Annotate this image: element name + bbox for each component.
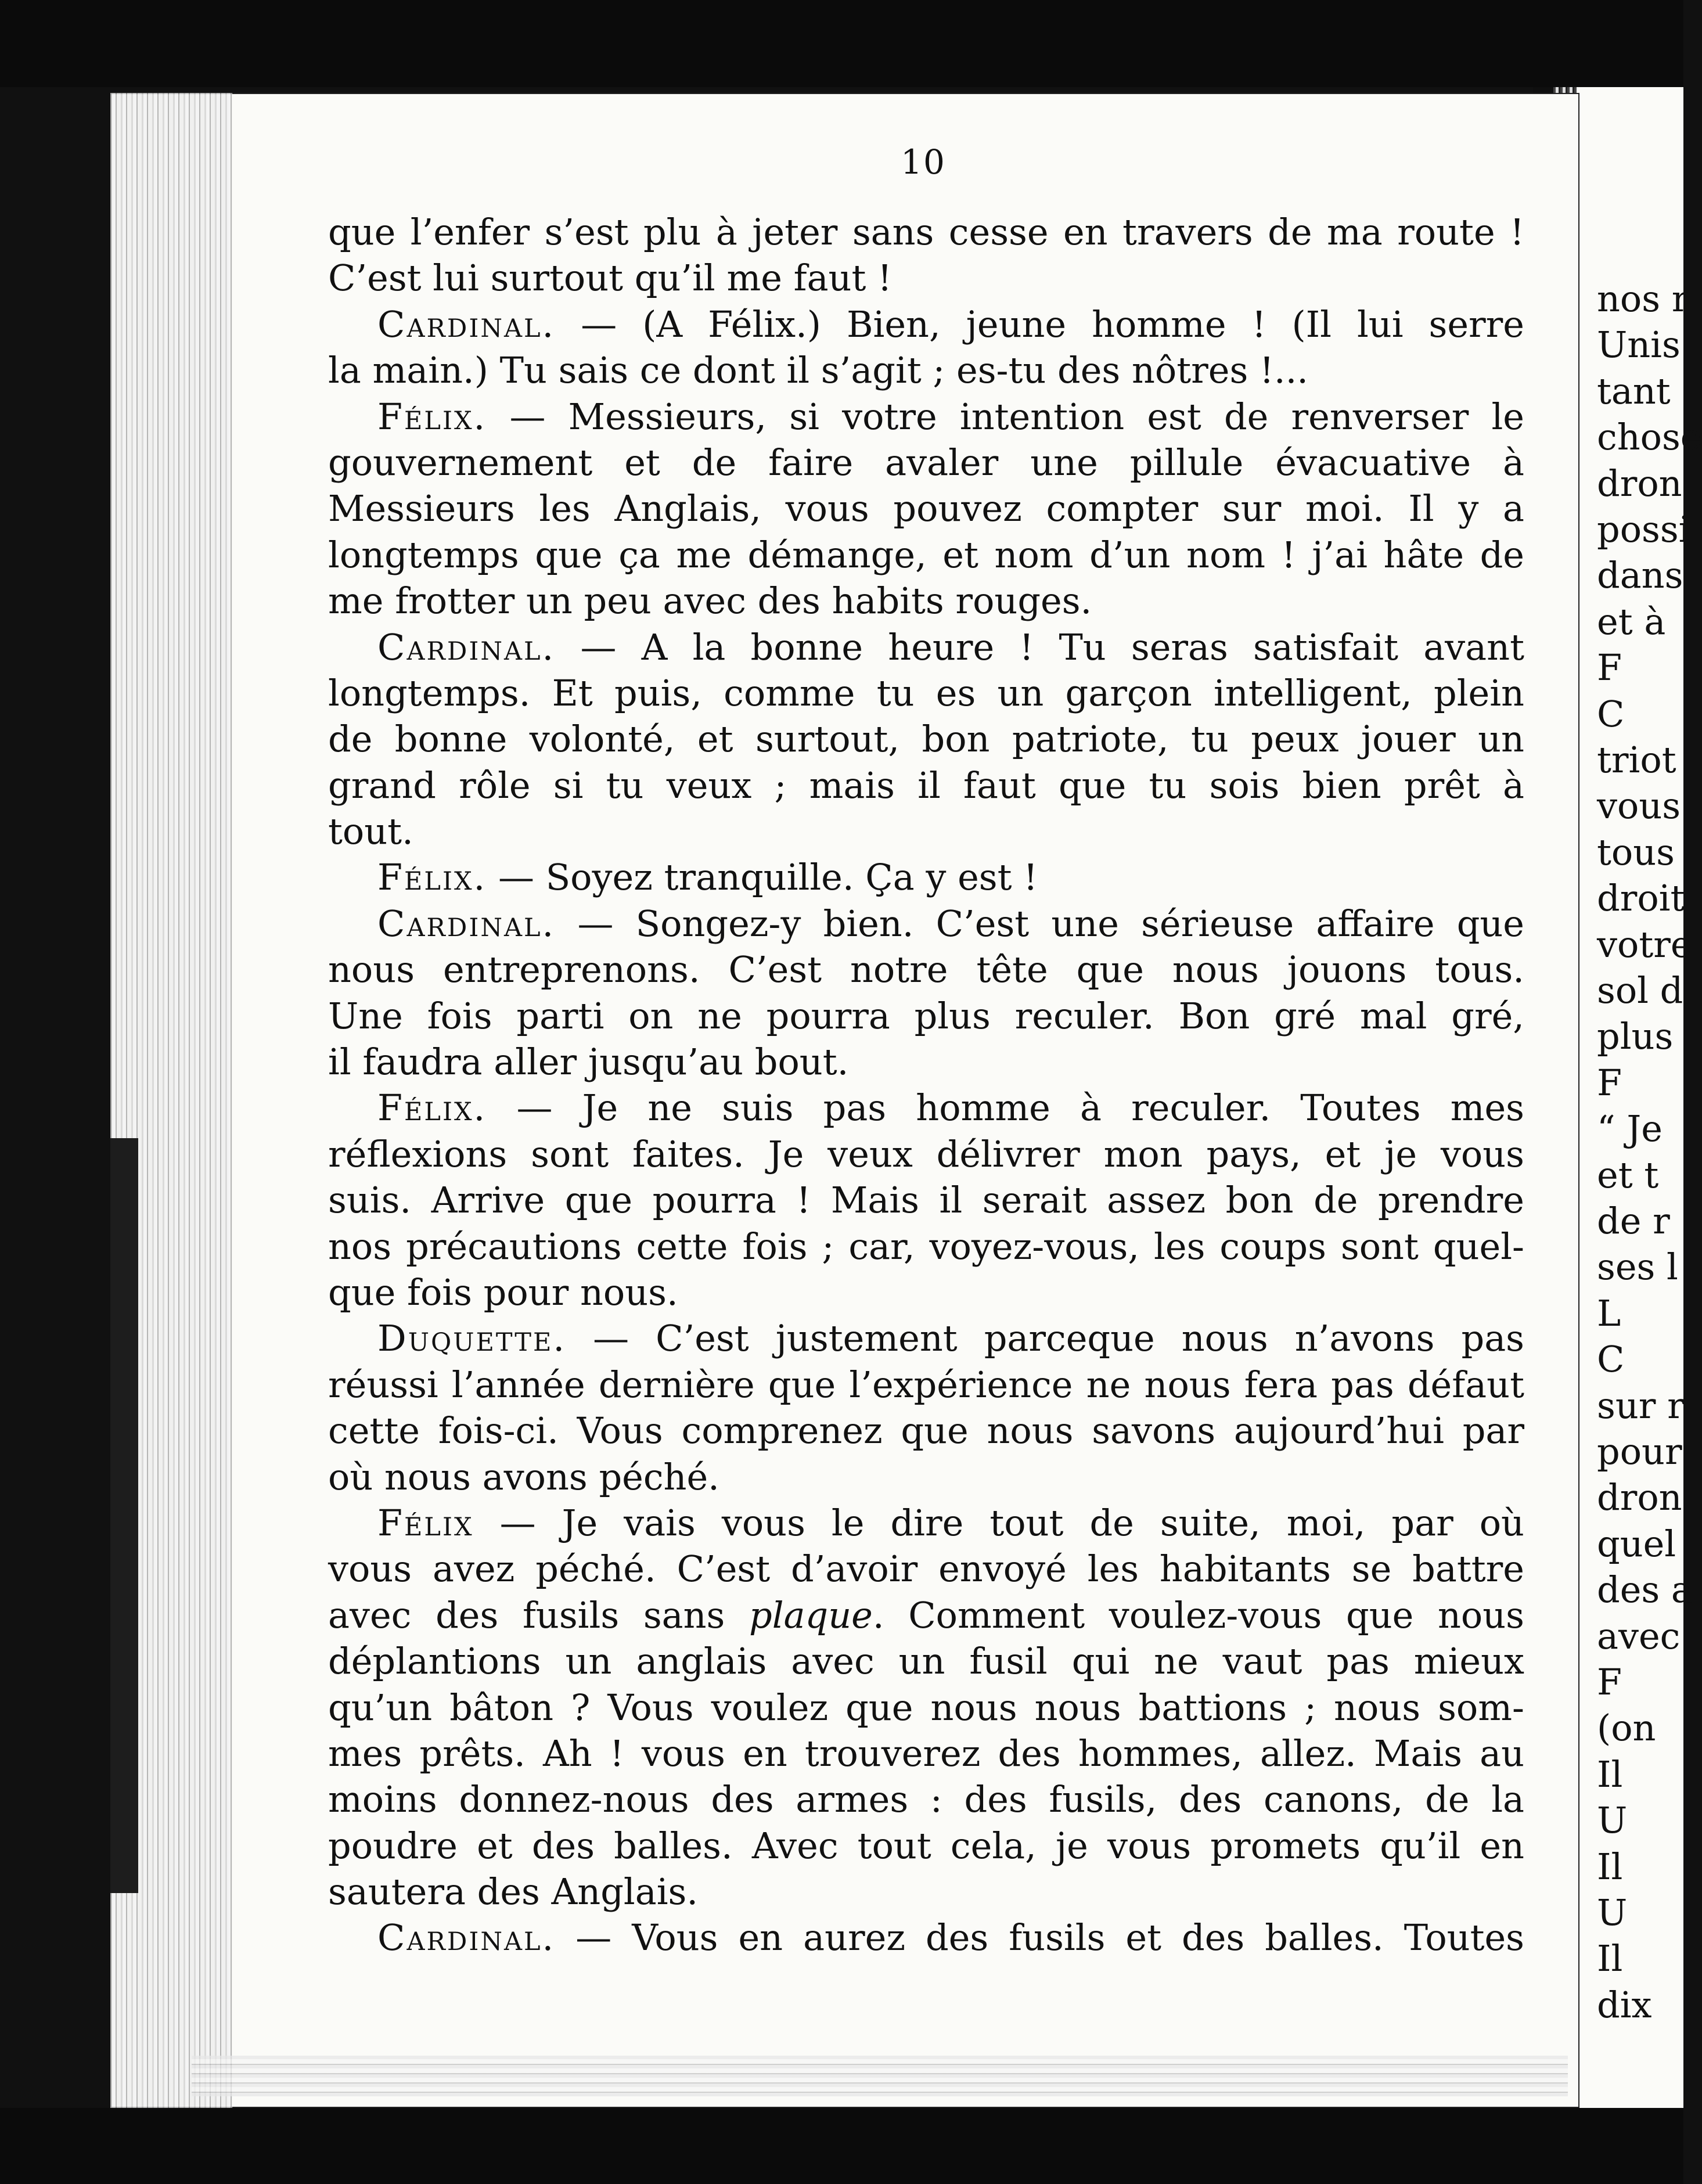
speaker-name: Félix. [377, 395, 487, 438]
next-page-line: Il [1597, 1753, 1623, 1796]
text-line [328, 394, 1524, 440]
line-text: nos précautions cette fois ; car, voyez-vous, les coups sont quel- [328, 1225, 1524, 1268]
text-line [328, 1269, 1524, 1315]
line-text: déplantions un anglais avec un fusil qui ne vaut pas mieux [328, 1640, 1524, 1683]
speaker-name: Cardinal. [377, 625, 556, 668]
next-page-line: Unis [1597, 323, 1681, 366]
next-page-line: Il [1597, 1845, 1623, 1888]
next-page-line: U [1597, 1799, 1628, 1842]
text-line [328, 624, 1524, 670]
line-text: la main.) Tu sais ce dont il s’agit ; es-tu des nôtres !... [328, 349, 1309, 392]
text-line [328, 993, 1524, 1039]
line-text: — Je ne suis pas homme à reculer. Toutes mes [487, 1086, 1524, 1129]
line-text: — A la bonne heure ! Tu seras satisfait avant [555, 625, 1524, 668]
line-text: gouvernement et de faire avaler une pillule évacuative à [328, 441, 1524, 484]
line-text: suis. Arrive que pourra ! Mais il serait assez bon de prendre [328, 1179, 1524, 1222]
next-page-line: sur r [1597, 1384, 1685, 1427]
line-text: Une fois parti on ne pourra plus reculer. Bon gré mal gré, [328, 994, 1524, 1037]
next-page-fragment [1562, 87, 1702, 2108]
line-text: que l’enfer s’est plu à jeter sans cesse en travers de ma route ! [328, 211, 1524, 253]
text-line [328, 1224, 1524, 1269]
text-line [328, 808, 1524, 854]
italic-word: plaque [749, 1593, 873, 1636]
next-page-line: (on [1597, 1707, 1656, 1750]
line-text: — Je vais vous le dire tout de suite, moi, par où [473, 1501, 1524, 1544]
text-line [328, 1776, 1524, 1822]
speaker-name: Félix [377, 1501, 474, 1544]
next-page-line: L [1597, 1291, 1621, 1334]
next-page-line: avec [1597, 1614, 1681, 1657]
text-line [328, 347, 1524, 393]
next-page-line: triot [1597, 739, 1676, 781]
line-text: Messieurs les Anglais, vous pouvez compter sur moi. Il y a [328, 487, 1524, 530]
next-page-line: possi [1597, 508, 1690, 551]
speaker-name: Félix. [377, 1086, 487, 1129]
text-line [328, 532, 1524, 578]
line-text: nous entreprenons. C’est notre tête que nous jouons tous. [328, 948, 1524, 991]
line-text: poudre et des balles. Avec tout cela, je vous promets qu’il en [328, 1824, 1524, 1867]
next-page-line: tant [1597, 369, 1671, 412]
line-text: longtemps. Et puis, comme tu es un garçon intelligent, plein [328, 671, 1524, 714]
line-text-after: . Comment voulez-vous que nous [872, 1593, 1525, 1636]
scan-border-top [0, 0, 1683, 87]
next-page-line: dix [1597, 1983, 1652, 2026]
line-text: grand rôle si tu veux ; mais il faut que tu sois bien prêt à [328, 764, 1524, 807]
text-line [328, 1131, 1524, 1177]
text-line [328, 1592, 1524, 1638]
text-line [328, 1638, 1524, 1684]
text-line [328, 1454, 1524, 1500]
text-line [328, 1546, 1524, 1592]
next-page-line: C [1597, 692, 1625, 735]
text-line [328, 440, 1524, 485]
page-bottom-edge-shading [192, 2056, 1568, 2096]
body-text [328, 209, 1524, 1961]
line-text: — Vous en aurez des fusils et des balles. Toutes [555, 1916, 1524, 1959]
line-text: vous avez péché. C’est d’avoir envoyé les habitants se battre [328, 1548, 1524, 1591]
line-text: C’est lui surtout qu’il me faut ! [328, 257, 893, 300]
text-line [328, 485, 1524, 531]
speaker-name: Félix. [377, 856, 487, 899]
text-line [328, 1177, 1524, 1223]
scan-border-bottom [0, 2108, 1683, 2184]
text-line [328, 255, 1524, 301]
page-left-dark-band [110, 1138, 138, 1893]
line-text: longtemps que ça me démange, et nom d’un nom ! j’ai hâte de [328, 533, 1524, 576]
page-number: 10 [901, 142, 946, 182]
next-page-line: F [1597, 1661, 1622, 1703]
next-page-line: pour [1597, 1430, 1682, 1473]
speaker-name: Cardinal. [377, 1916, 556, 1959]
next-page-line: quel [1597, 1522, 1676, 1565]
text-line [328, 1823, 1524, 1869]
line-text: tout. [328, 810, 413, 853]
next-page-line: “ Je [1597, 1107, 1663, 1150]
next-page-line: sol d [1597, 969, 1683, 1012]
line-text: mes prêts. Ah ! vous en trouverez des hommes, allez. Mais au [328, 1732, 1524, 1775]
next-page-line: de r [1597, 1200, 1670, 1242]
text-line [328, 578, 1524, 624]
next-page-line: dron [1597, 462, 1682, 505]
line-text: cette fois-ci. Vous comprenez que nous savons aujourd’hui par [328, 1409, 1524, 1452]
next-page-line: et t [1597, 1153, 1659, 1196]
next-page-line: F [1597, 1061, 1622, 1104]
next-page-line: Il [1597, 1937, 1623, 1980]
text-line [328, 901, 1524, 947]
speaker-name: Cardinal. [377, 902, 556, 945]
next-page-line: tous [1597, 830, 1675, 873]
text-line [328, 762, 1524, 808]
text-line [328, 1408, 1524, 1453]
text-line [328, 1730, 1524, 1776]
line-text: — Songez-y bien. C’est une sérieuse affaire que [555, 902, 1524, 945]
line-text: de bonne volonté, et surtout, bon patriote, tu peux jouer un [328, 718, 1524, 761]
line-text: réflexions sont faites. Je veux délivrer mon pays, et je vous [328, 1132, 1524, 1175]
text-line [328, 670, 1524, 716]
next-page-line: et à [1597, 600, 1666, 643]
text-line [328, 1685, 1524, 1730]
text-line [328, 716, 1524, 762]
next-page-line: des a [1597, 1568, 1693, 1611]
text-line [328, 854, 1524, 900]
line-text: qu’un bâton ? Vous voulez que nous nous battions ; nous som- [328, 1686, 1524, 1729]
next-page-line: dans [1597, 554, 1683, 597]
text-line [328, 1362, 1524, 1408]
line-text: — Soyez tranquille. Ça y est ! [487, 856, 1038, 899]
line-text: réussi l’année dernière que l’expérience ne nous fera pas défaut [328, 1363, 1524, 1406]
text-line [328, 1500, 1524, 1546]
line-text: que fois pour nous. [328, 1271, 678, 1314]
line-text: il faudra aller jusqu’au bout. [328, 1041, 849, 1084]
next-page-line: vous [1597, 785, 1681, 827]
speaker-name: Cardinal. [377, 303, 556, 346]
next-page-line: U [1597, 1891, 1628, 1934]
next-page-line: votre [1597, 923, 1692, 966]
next-page-line: ses l [1597, 1246, 1678, 1289]
line-text: où nous avons péché. [328, 1455, 719, 1498]
next-page-line: droit [1597, 877, 1685, 920]
text-line [328, 1315, 1524, 1361]
line-text: — (A Félix.) Bien, jeune homme ! (Il lui serre [555, 303, 1524, 346]
next-page-line: chose [1597, 416, 1702, 459]
text-line [328, 1085, 1524, 1131]
line-text: avec des fusils sans [328, 1593, 750, 1636]
text-line [328, 301, 1524, 347]
next-page-line: nos r [1597, 278, 1689, 320]
next-page-line: dron [1597, 1476, 1682, 1519]
line-text: me frotter un peu avec des habits rouges. [328, 580, 1092, 623]
line-text: — Messieurs, si votre intention est de renverser le [487, 395, 1524, 438]
text-line [328, 1915, 1524, 1960]
line-text: — C’est justement parceque nous n’avons pas [566, 1317, 1524, 1360]
text-line [328, 1039, 1524, 1085]
line-text: moins donnez-nous des armes : des fusils, des canons, de la [328, 1778, 1524, 1821]
line-text: sautera des Anglais. [328, 1870, 699, 1913]
text-line [328, 209, 1524, 255]
text-line [328, 1869, 1524, 1915]
next-page-line: C [1597, 1338, 1625, 1381]
next-page-line: plus [1597, 1015, 1674, 1058]
text-line [328, 947, 1524, 992]
next-page-line: F [1597, 646, 1622, 689]
speaker-name: Duquette. [377, 1317, 567, 1360]
